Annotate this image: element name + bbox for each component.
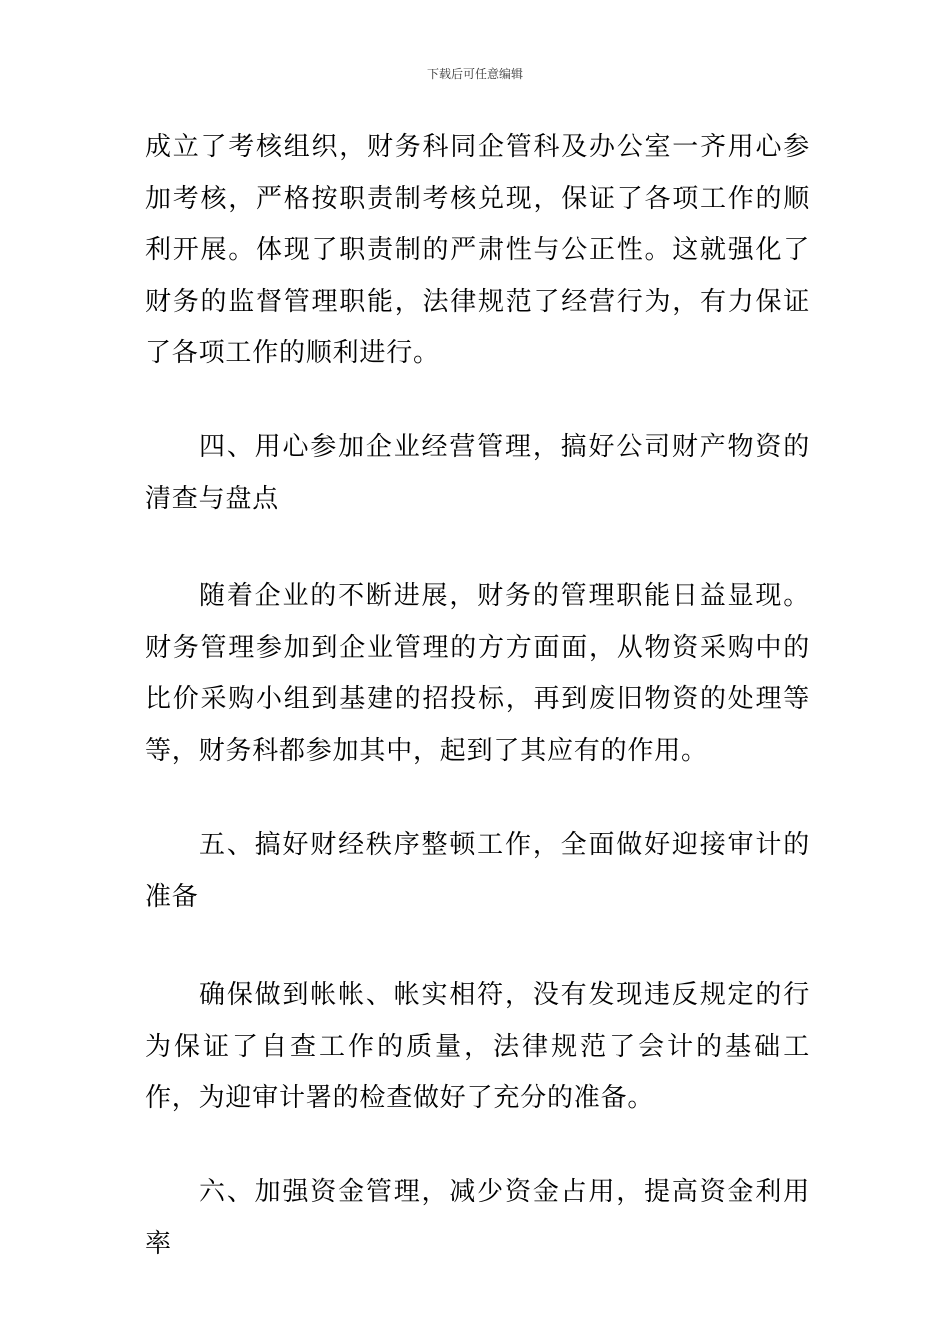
body-paragraph: 成立了考核组织，财务科同企管科及办公室一齐用心参加考核，严格按职责制考核兑现，保证了各项工作的顺利开展。体现了职责制的严肃性与公正性。这就强化了财务的监督管理职能，法律规范了经营行为，有力保证了各项工作的顺利进行。 <box>145 132 810 368</box>
body-paragraph: 随着企业的不断进展，财务的管理职能日益显现。财务管理参加到企业管理的方方面面，从物资采购中的比价采购小组到基建的招投标，再到废旧物资的处理等等，财务科都参加其中，起到了其应有的作用。 <box>145 581 810 766</box>
page-header-note: 下载后可任意编辑 <box>426 67 523 81</box>
section-heading-4: 四、用心参加企业经营管理，搞好公司财产物资的清查与盘点 <box>145 432 810 514</box>
section-heading-6: 六、加强资金管理，减少资金占用，提高资金利用率 <box>145 1177 810 1259</box>
body-paragraph: 确保做到帐帐、帐实相符，没有发现违反规定的行为保证了自查工作的质量，法律规范了会计的基础工作，为迎审计署的检查做好了充分的准备。 <box>145 980 810 1113</box>
section-heading-5: 五、搞好财经秩序整顿工作，全面做好迎接审计的准备 <box>145 830 810 912</box>
